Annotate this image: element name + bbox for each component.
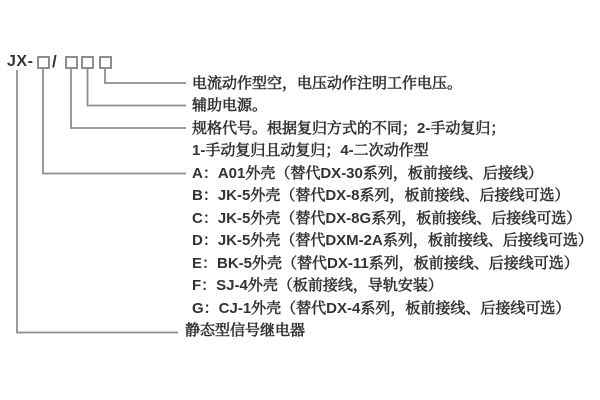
code-box-4: [99, 56, 112, 69]
annotation-relay-type: 静态型信号继电器: [185, 322, 306, 339]
annotation-case-f: F：SJ-4外壳（板前接线，导轨安装）: [192, 277, 443, 294]
annotation-case-a: A：A01外壳（替代DX-30系列，板前接线、后接线）: [192, 164, 543, 182]
connector-box4-to-annotation-1: [105, 68, 186, 83]
annotation-aux-power: 辅助电源。: [192, 97, 268, 114]
annotation-case-g: G：CJ-1外壳（替代DX-4系列，板前接线、后接线可选）: [192, 299, 571, 317]
model-prefix: JX-: [7, 53, 34, 70]
connector-prefix-to-annotation-12: [17, 70, 178, 333]
annotation-current-voltage: 电流动作型空，电压动作注明工作电压。: [192, 74, 463, 92]
model-separator: /: [52, 52, 57, 71]
code-box-1: [37, 56, 50, 69]
annotation-case-b: B：JK-5外壳（替代DX-8系列，板前接线、后接线可选）: [192, 187, 570, 204]
annotation-spec-code-cont: 1-手动复归且动复归；4-二次动作型: [192, 142, 429, 159]
code-box-2: [65, 56, 78, 69]
annotation-spec-code: 规格代号。根据复归方式的不同；2-手动复归；: [192, 119, 506, 137]
annotation-case-e: E：BK-5外壳（替代DX-11系列，板前接线、后接线可选）: [192, 254, 579, 272]
annotation-case-c: C：JK-5外壳（替代DX-8G系列，板前接线、后接线可选）: [192, 209, 582, 227]
annotation-case-d: D：JK-5外壳（替代DXM-2A系列，板前接线、后接线可选）: [192, 232, 593, 249]
code-box-3: [81, 56, 94, 69]
connector-box3-to-annotation-2: [88, 68, 187, 106]
